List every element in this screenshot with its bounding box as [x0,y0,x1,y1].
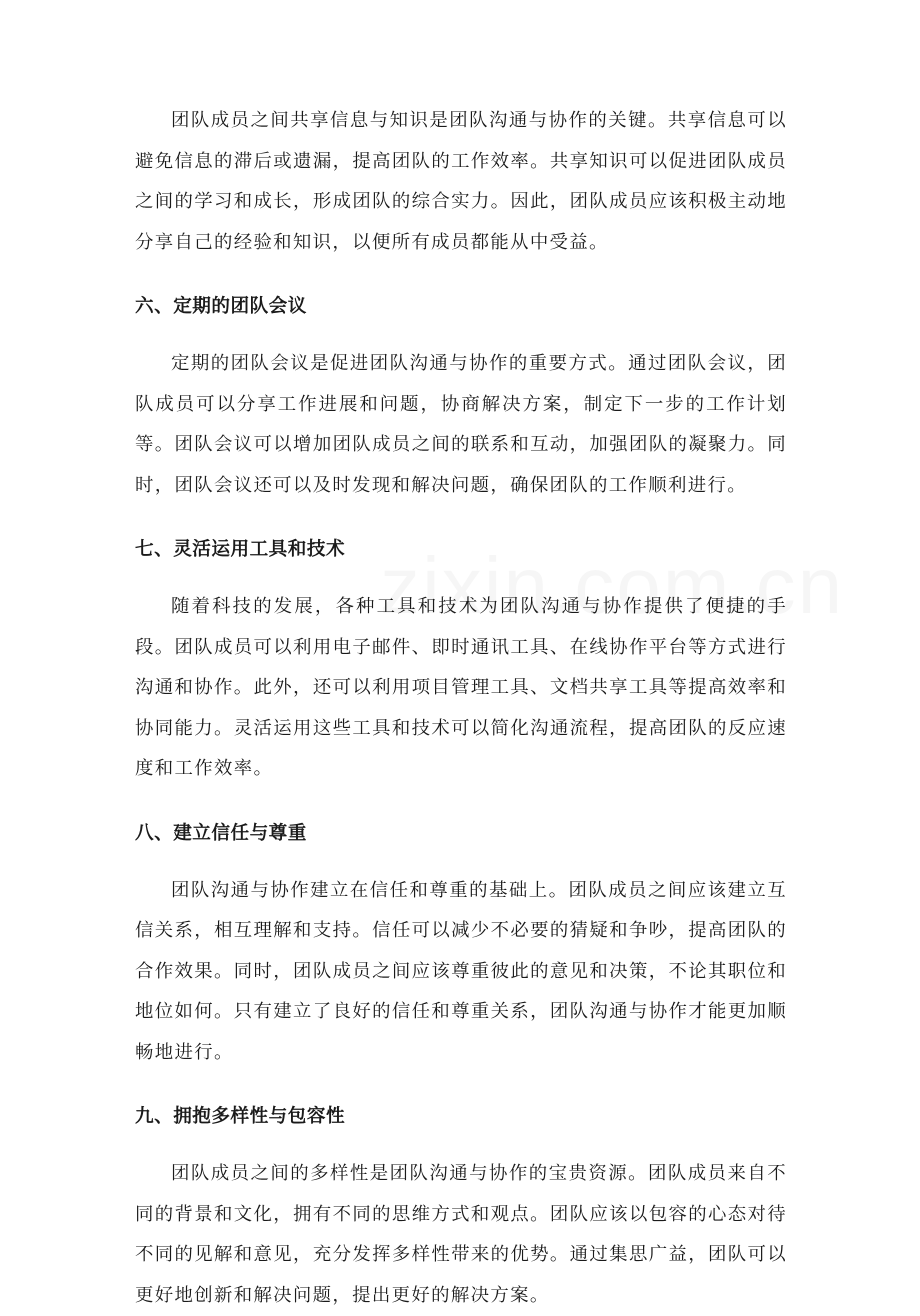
document-body [135,101,787,1316]
section-paragraph-8: 团队沟通与协作建立在信任和尊重的基础上。团队成员之间应该建立互信关系，相互理解和支持。信任可以减少不必要的猜疑和争吵，提高团队的合作效果。同时，团队成员之间应该尊重彼此的意见和决策，不论其职位和地位如何。只有建立了良好的信任和尊重关系，团队沟通与协作才能更加顺畅地进行。 [135,879,787,1063]
section-heading-7: 七、灵活运用工具和技术 [135,539,346,560]
section-heading-9: 九、拥抱多样性与包容性 [135,1106,346,1127]
section-paragraph-7: 随着科技的发展，各种工具和技术为团队沟通与协作提供了便捷的手段。团队成员可以利用电子邮件、即时通讯工具、在线协作平台等方式进行沟通和协作。此外，还可以利用项目管理工具、文档共享工具等提高效率和协同能力。灵活运用这些工具和技术可以简化沟通流程，提高团队的反应速度和工作效率。 [135,596,787,779]
section-heading-6: 六、定期的团队会议 [135,296,307,317]
section-paragraph-9: 团队成员之间的多样性是团队沟通与协作的宝贵资源。团队成员来自不同的背景和文化，拥有不同的思维方式和观点。团队应该以包容的心态对待不同的见解和意见，充分发挥多样性带来的优势。通过集思广益，团队可以更好地创新和解决问题，提出更好的解决方案。 [135,1163,787,1306]
section-heading-8: 八、建立信任与尊重 [135,822,307,844]
section-paragraph-6: 定期的团队会议是促进团队沟通与协作的重要方式。通过团队会议，团队成员可以分享工作进展和问题，协商解决方案，制定下一步的工作计划等。团队会议可以增加团队成员之间的联系和互动，加强团队的凝聚力。同时，团队会议还可以及时发现和解决问题，确保团队的工作顺利进行。 [135,353,787,496]
intro-paragraph: 团队成员之间共享信息与知识是团队沟通与协作的关键。共享信息可以避免信息的滞后或遗漏，提高团队的工作效率。共享知识可以促进团队成员之间的学习和成长，形成团队的综合实力。因此，团队成员应该积极主动地分享自己的经验和知识，以便所有成员都能从中受益。 [135,110,787,253]
